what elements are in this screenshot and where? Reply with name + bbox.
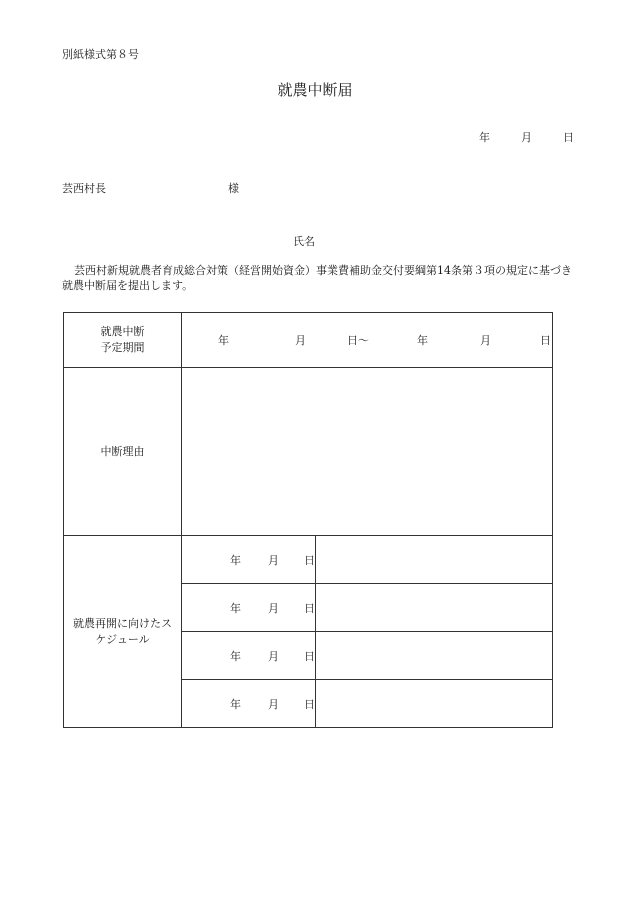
schedule-day: 日 [304,553,315,567]
application-table [63,312,553,728]
schedule-content-input[interactable] [316,680,553,728]
period-end-month: 月 [480,334,491,347]
schedule-month: 月 [268,697,279,711]
schedule-date-input[interactable] [182,632,316,680]
schedule-day: 日 [304,649,315,663]
signer-name-field[interactable] [293,233,315,249]
schedule-month: 月 [268,601,279,615]
schedule-month: 月 [268,553,279,567]
period-end-year: 年 [417,334,428,347]
schedule-month: 月 [268,649,279,663]
date-year-label: 年 [479,131,490,144]
schedule-date-input[interactable] [182,584,316,632]
schedule-day: 日 [304,697,315,711]
period-label [64,313,182,368]
schedule-row [64,536,553,584]
schedule-label-line2: ケジュール [95,632,150,646]
period-label-line1: 就農中断 [100,325,145,338]
page-title: 就農中断届 [277,81,353,99]
period-end-day: 日 [540,334,551,347]
reason-row [64,368,553,536]
period-input[interactable] [182,313,553,368]
body-text: 芸西村新規就農者育成総合対策（経営開始資金）事業費補助金交付要綱第14条第３項の規定に基づき就農中断届を提出します。 [62,264,572,292]
form-number: 別紙様式第８号 [62,48,139,61]
period-row [64,313,553,368]
period-label-line2: 予定期間 [100,341,145,354]
schedule-date-input[interactable] [182,680,316,728]
schedule-content-input[interactable] [316,632,553,680]
schedule-label-line1: 就農再開に向けたス [73,616,172,630]
period-start-day: 日〜 [347,334,369,347]
period-start-year: 年 [218,334,229,347]
schedule-date-input[interactable] [182,536,316,584]
schedule-year: 年 [230,601,241,615]
schedule-year: 年 [230,697,241,711]
schedule-day: 日 [304,601,315,615]
addressee-honorific: 様 [228,182,239,195]
schedule-label [64,536,182,728]
submission-date[interactable] [479,129,574,145]
date-month-label: 月 [521,131,532,144]
schedule-content-input[interactable] [316,536,553,584]
schedule-content-input[interactable] [316,584,553,632]
reason-label: 中断理由 [64,368,182,536]
addressee-name: 芸西村長 [62,182,106,195]
date-day-label: 日 [563,131,574,144]
schedule-year: 年 [230,553,241,567]
addressee [62,180,239,196]
signer-label: 氏名 [293,235,315,248]
period-start-month: 月 [295,334,306,347]
schedule-year: 年 [230,649,241,663]
reason-input[interactable] [182,368,553,536]
